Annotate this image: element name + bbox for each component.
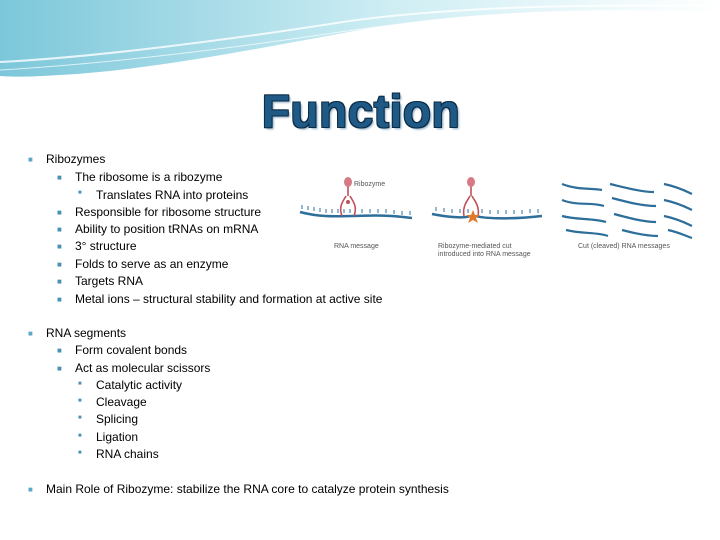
rna-message-label: RNA message bbox=[334, 243, 379, 250]
list-item: 3° structure bbox=[75, 239, 137, 253]
bullet-icon: ■ bbox=[57, 225, 62, 234]
list-item: Form covalent bonds bbox=[75, 343, 188, 357]
bullet-icon: ■ bbox=[28, 155, 33, 164]
list-item: The ribosome is a ribozyme bbox=[75, 170, 223, 184]
bullet-icon: ■ bbox=[57, 277, 62, 286]
cleaved-label: Cut (cleaved) RNA messages bbox=[578, 243, 670, 250]
sub-bullet-icon: ■ bbox=[78, 433, 82, 439]
main-role-statement: Main Role of Ribozyme: stabilize the RNA core to catalyze protein synthesis bbox=[46, 482, 449, 496]
list-item: Responsible for ribosome structure bbox=[75, 205, 262, 219]
sub-bullet-icon: ■ bbox=[78, 381, 82, 387]
ribozyme-diagram bbox=[292, 172, 696, 264]
decorative-banner bbox=[0, 0, 720, 90]
bullet-icon: ■ bbox=[57, 364, 62, 373]
bullet-icon: ■ bbox=[28, 329, 33, 338]
list-subitem: Catalytic activity bbox=[96, 378, 183, 392]
bullet-icon: ■ bbox=[57, 242, 62, 251]
list-item: Act as molecular scissors bbox=[75, 361, 211, 375]
section-heading-rna-segments: RNA segments bbox=[46, 326, 127, 340]
list-subitem: Ligation bbox=[96, 430, 139, 444]
list-item: Ability to position tRNAs on mRNA bbox=[75, 222, 259, 236]
bullet-icon: ■ bbox=[28, 485, 33, 494]
bullet-icon: ■ bbox=[57, 173, 62, 182]
list-item: Metal ions – structural stability and formation at active site bbox=[75, 292, 383, 306]
bullet-icon: ■ bbox=[57, 346, 62, 355]
sub-bullet-icon: ■ bbox=[78, 190, 82, 196]
list-subitem: Cleavage bbox=[96, 395, 147, 409]
ribozyme-label: Ribozyme bbox=[354, 181, 386, 188]
bullet-icon: ■ bbox=[57, 208, 62, 217]
sub-bullet-icon: ■ bbox=[78, 415, 82, 421]
bullet-icon: ■ bbox=[57, 295, 62, 304]
list-subitem: RNA chains bbox=[96, 447, 159, 461]
sub-bullet-icon: ■ bbox=[78, 398, 82, 404]
slide-title: Function bbox=[261, 85, 461, 137]
list-subitem: Translates RNA into proteins bbox=[96, 188, 249, 202]
list-item: Folds to serve as an enzyme bbox=[75, 257, 229, 271]
section-heading-ribozymes: Ribozymes bbox=[46, 152, 106, 166]
sub-bullet-icon: ■ bbox=[78, 450, 82, 456]
bullet-icon: ■ bbox=[57, 260, 62, 269]
list-subitem: Splicing bbox=[96, 412, 139, 426]
cut-label-line2: introduced into RNA message bbox=[438, 251, 531, 258]
cut-label-line1: Ribozyme-mediated cut bbox=[438, 243, 512, 250]
list-item: Targets RNA bbox=[75, 274, 144, 288]
